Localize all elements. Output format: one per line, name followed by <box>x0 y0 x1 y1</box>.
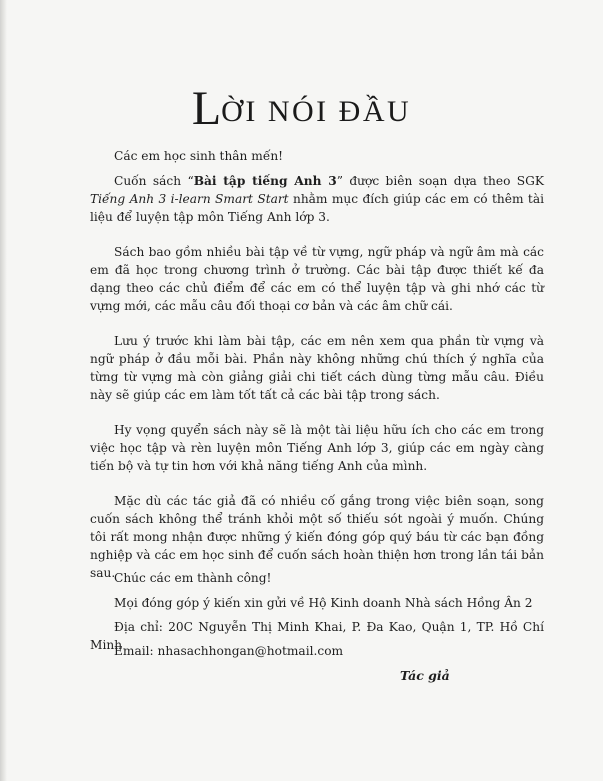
paragraph-apology: Mặc dù các tác giả đã có nhiều cố gắng trong việc biên soạn, song cuốn sách không thể tránh khỏi một số thiếu sót ngoài ý muốn. Chúng tôi rất mong nhận được những ý kiến đóng góp quý báu từ các bạn đồng nghiệp và các em học sinh để cuốn sách hoàn thiện hơn trong lần tái bản sau. <box>90 494 544 580</box>
greeting: Các em học sinh thân mến! <box>114 149 284 163</box>
paragraph-content: Sách bao gồm nhiều bài tập về từ vựng, ngữ pháp và ngữ âm mà các em đã học trong chương trình ở trường. Các bài tập được thiết kế đa dạng theo các chủ điểm để các em có thể luyện tập và ghi nhớ các từ vựng mới, các mẫu câu đối thoại cơ bản và các âm chữ cái. <box>90 245 544 313</box>
textbook-name: Tiếng Anh 3 i-learn Smart Start <box>90 191 289 206</box>
contact-email: Email: nhasachhongan@hotmail.com <box>114 644 344 658</box>
title-rest: ỜI NÓI ĐẦU <box>221 95 412 128</box>
contact-address: Địa chỉ: 20C Nguyễn Thị Minh Khai, P. Đa Kao, Quận 1, TP. Hồ Chí Minh <box>90 620 544 652</box>
paragraph-advice: Lưu ý trước khi làm bài tập, các em nên xem qua phần từ vựng và ngữ pháp ở đầu mỗi bài. Phần này không những chú thích ý nghĩa của từng từ vựng mà còn giảng giải chi tiết cách dùng từng mẫu câu. Điều này sẽ giúp các em làm tốt tất cả các bài tập trong sách. <box>90 334 544 402</box>
page-title <box>0 82 603 135</box>
paragraph-hope: Hy vọng quyển sách này sẽ là một tài liệu hữu ích cho các em trong việc học tập và rèn luyện môn Tiếng Anh lớp 3, giúp các em ngày càng tiến bộ và tự tin hơn với khả năng tiếng Anh của mình. <box>90 423 544 473</box>
book-name: Bài tập tiếng Anh 3 <box>193 174 337 188</box>
contact-feedback: Mọi đóng góp ý kiến xin gửi về Hộ Kinh doanh Nhà sách Hồng Ân 2 <box>114 596 533 610</box>
intro-text-1: Cuốn sách “ <box>114 174 194 188</box>
intro-text-2: ” được biên soạn dựa theo SGK <box>336 174 544 188</box>
closing-wish: Chúc các em thành công! <box>114 571 272 585</box>
intro-paragraph <box>90 173 544 227</box>
title-initial: L <box>191 82 222 135</box>
intro-text-3: nhằm mục đích giúp các em có thêm tài liệu để luyện tập môn Tiếng Anh lớp 3. <box>90 191 544 224</box>
author-signature: Tác giả <box>400 668 450 683</box>
